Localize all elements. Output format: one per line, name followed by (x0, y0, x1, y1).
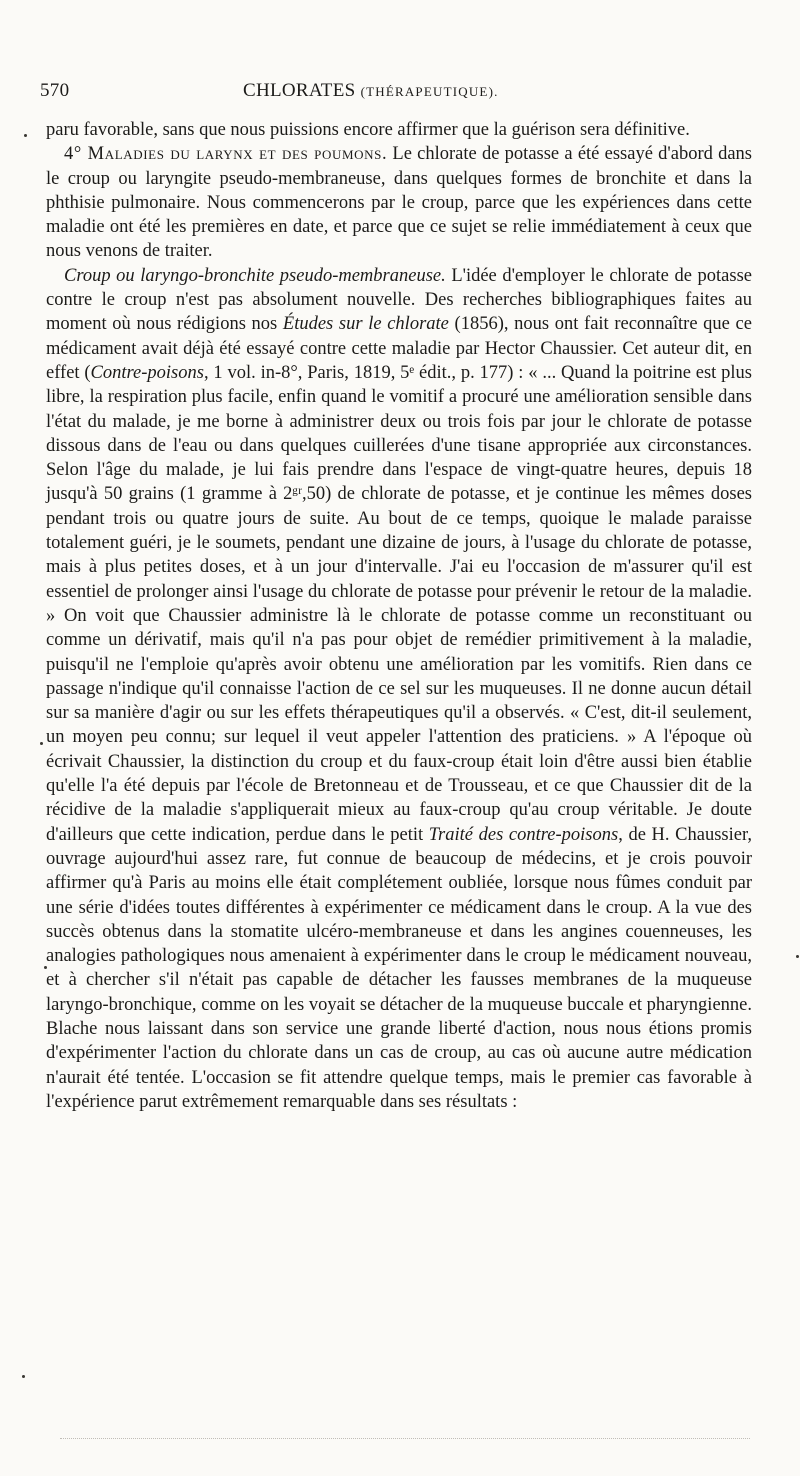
print-speck (22, 1375, 25, 1378)
running-head (243, 80, 499, 102)
section-heading: 4° Maladies du larynx et des poumons. (64, 144, 388, 165)
running-head-title: CHLORATES (243, 80, 356, 101)
paragraph-text: , de H. Chaussier, ouvrage aujourd'hui assez rare, fut connue de beaucoup de médecins, et je crois pouvoir affirmer qu'à Paris au moins elle était complétement oubliée, lorsque nous fûmes conduit par une série d'idées toutes différentes à expérimenter ce médicament dans le croup. A la vue des succès obtenus dans la stomatite ulcéro-membraneuse et dans les angines couenneuses, les analogies pathologiques nous amenaient à expérimenter dans le croup le médicament nouveau, et à chercher s'il n'était pas capable de détacher les fausses membranes de la muqueuse laryngo-bronchique, comme on les voyait se détacher de la muqueuse buccale et pharyngienne. Blache nous laissant dans son service une grande liberté d'action, nous nous étions promis d'expérimenter l'action du chlorate dans un cas de croup, au cas où aucune autre médication n'aurait été tentée. L'occasion se fit attendre quelque temps, mais le premier cas favorable à l'expérience parut extrêmement remarquable dans ses résultats : (46, 824, 752, 1112)
print-speck (24, 134, 27, 137)
paragraph-continuation: paru favorable, sans que nous puissions encore affirmer que la guérison sera définitive. (46, 120, 690, 140)
paragraph-text: (1856), nous ont fait reconnaître que ce médicament avait déjà été essayé contre cette maladie par Hector Chaussier. Cet auteur dit, en effet ( (46, 314, 752, 383)
paragraph-text: Le chlorate de potasse a été essayé d'abord dans le croup ou laryngite pseudo-membraneuse, dans quelques formes de bronchite et dans la phthisie pulmonaire. Nous commencerons par le croup, parce que les expériences dans cette maladie ont été les premières en date, et parce que ce sujet se relie immédiatement à ceux que nous venons de traiter. (46, 144, 752, 262)
cited-title: Contre-poisons (90, 362, 204, 383)
body-text (46, 118, 752, 1114)
print-speck (40, 742, 43, 745)
cited-title: Traité des contre-poisons (428, 824, 619, 845)
paragraph-text: , 1 vol. in-8°, Paris, 1819, 5ᵉ édit., p. 177) : « ... Quand la poitrine est plus libre, la respiration plus facile, enfin quand le vomitif a procuré une amélioration sensible dans l'état du malade, je me borne à administrer deux ou trois fois par jour le chlorate de potasse dissous dans de l'eau ou dans quelques cuillerées d'une tisane appropriée aux circonstances. Selon l'âge du malade, je lui fais prendre dans l'espace de vingt-quatre heures, depuis 18 jusqu'à 50 grains (1 gramme à 2ᵍʳ,50) de chlorate de potasse, et je continue les mêmes doses pendant trois ou quatre jours de suite. Au bout de ce temps, quoique le malade paraisse totalement guéri, je le soumets, pendant une dizaine de jours, à l'usage du chlorate de potasse, mais à plus petites doses, et à un jour d'intervalle. J'ai eu l'occasion de m'assurer qu'il est essentiel de prolonger ainsi l'usage du chlorate de potasse pour prévenir le retour de la maladie. » On voit que Chaussier administre là le chlorate de potasse comme un reconstituant ou comme un dérivatif, mais qu'il n'a pas pour objet de remédier primitivement à la maladie, puisqu'il ne l'emploie qu'après avoir obtenu une amélioration par les vomitifs. Rien dans ce passage n'indique qu'il connaisse l'action de ce sel sur les muqueuses. Il ne donne aucun détail sur sa manière d'agir ou sur les effets thérapeutiques qu'il a observés. « C'est, dit-il seulement, un moyen peu connu; sur lequel il veut appeler l'attention des praticiens. » A l'époque où écrivait Chaussier, la distinction du croup et du faux-croup était loin d'être aussi bien établie qu'elle l'a été depuis par l'école de Bretonneau et de Trousseau, et ce que Chaussier dit de la récidive de la maladie s'appliquerait mieux au faux-croup qu'au croup véritable. Je doute d'ailleurs que cette indication, perdue dans le petit (46, 362, 752, 845)
paragraph-larynx (46, 142, 752, 263)
paragraph-croup (46, 264, 752, 1114)
print-speck (796, 955, 799, 958)
running-head-subtitle: (THÉRAPEUTIQUE). (360, 84, 499, 99)
paragraph-text: L'idée d'employer le chlorate de potasse contre le croup n'est pas absolument nouvelle. Des recherches bibliographiques faites au moment où nous rédigions nos (46, 265, 752, 335)
print-speck (44, 966, 47, 969)
section-heading-italic: Croup ou laryngo-bronchite pseudo-membraneuse. (64, 265, 446, 286)
cited-title: Études sur le chlorate (282, 314, 449, 335)
page-number: 570 (40, 80, 70, 101)
footer-rule (60, 1438, 750, 1439)
